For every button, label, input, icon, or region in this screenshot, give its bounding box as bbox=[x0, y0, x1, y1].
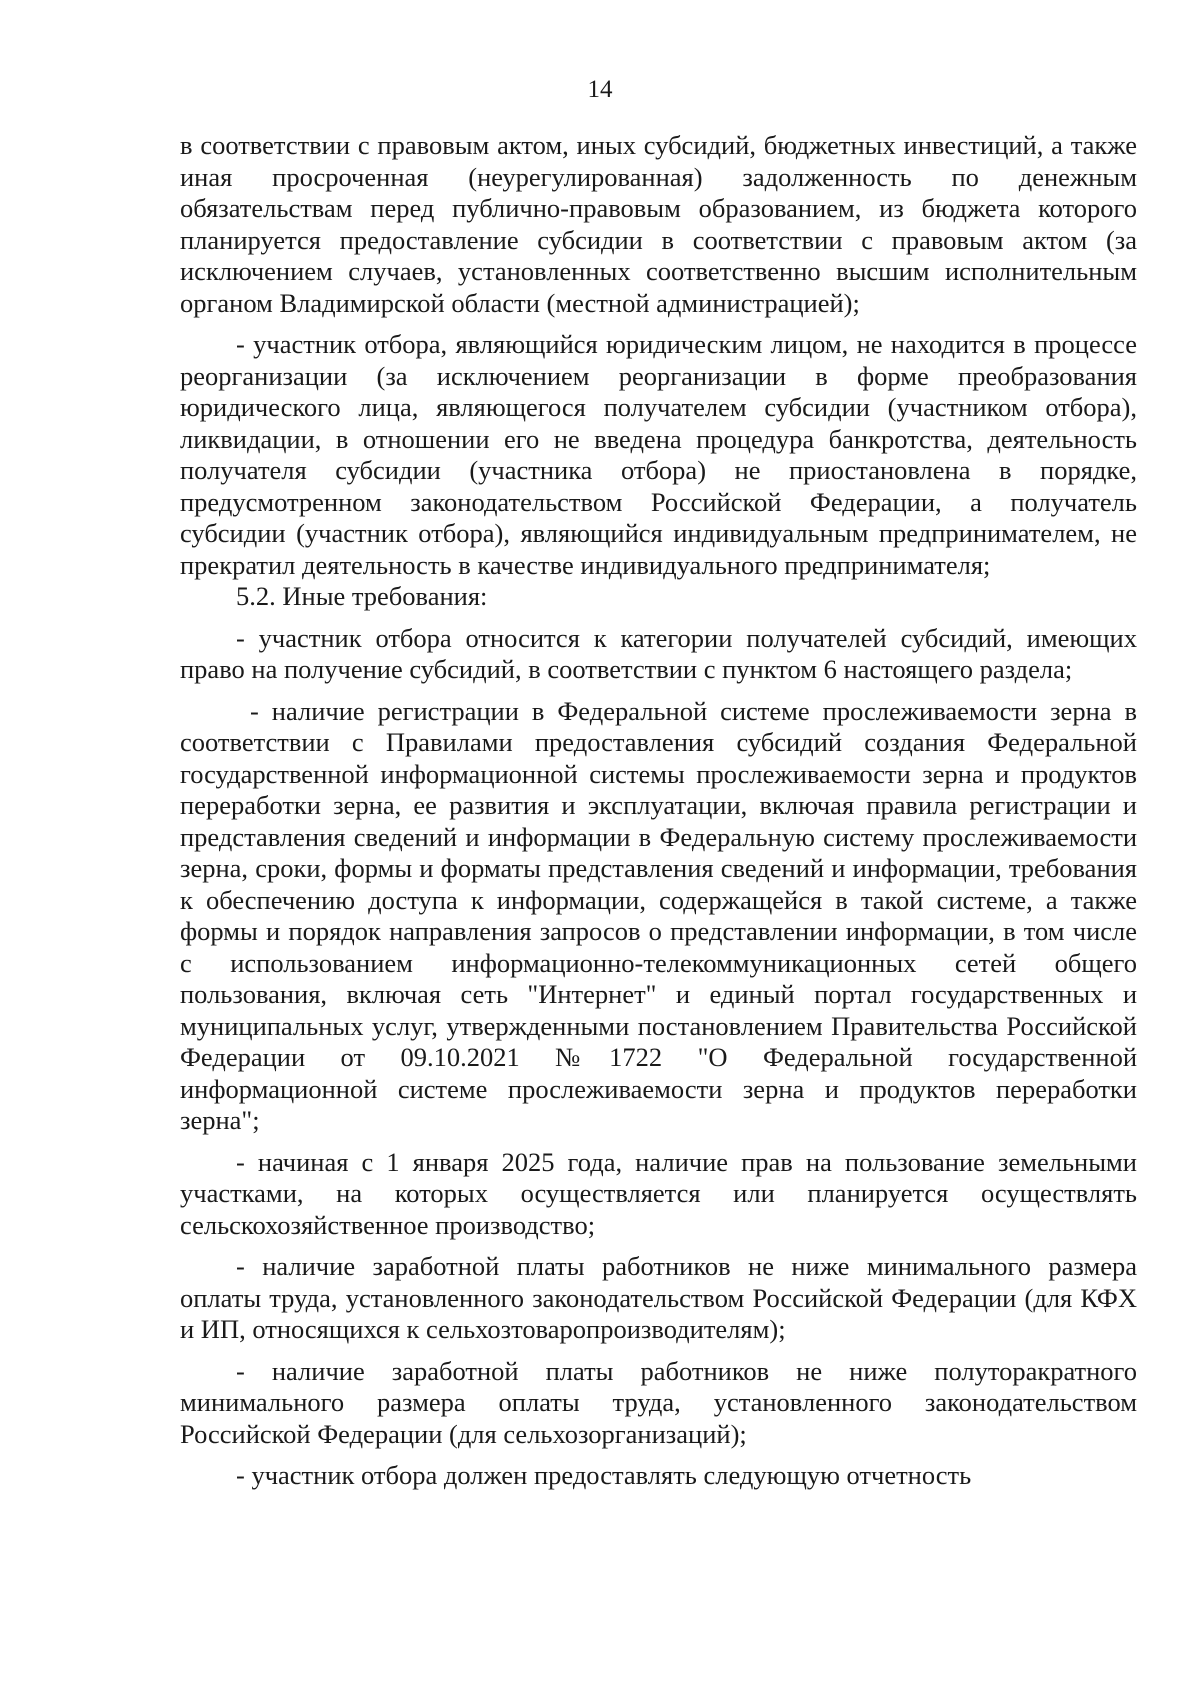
paragraph-continuation: в соответствии с правовым актом, иных субсидий, бюджетных инвестиций, а также иная просроченная (неурегулированная) задолженность по денежным обязательствам перед публично-правовым образованием, из бюджета которого планируется предоставление субсидии в соответствии с правовым актом (за исключением случаев, установленных соответственно высшим исполнительным органом Владимирской области (местной администрацией); bbox=[180, 130, 1137, 318]
page-number: 14 bbox=[587, 76, 613, 103]
paragraph-land-rights: - начиная с 1 января 2025 года, наличие прав на пользование земельными участками, на которых осуществляется или планируется осуществлять сельскохозяйственное производство; bbox=[180, 1146, 1137, 1240]
paragraph-category: - участник отбора относится к категории получателей субсидий, имеющих право на получение субсидий, в соответствии с пунктом 6 настоящего раздела; bbox=[180, 622, 1137, 684]
section-heading-5-2: 5.2. Иные требования: bbox=[236, 581, 488, 611]
paragraph-reorganization: - участник отбора, являющийся юридическим лицом, не находится в процессе реорганизации (за исключением реорганизации в форме преобразования юридического лица, являющегося получателем субсидии (участником отбора), ликвидации, в отношении его не введена процедура банкротства, деятельность получателя субсидии (участника отбора) не приостановлена в порядке, предусмотренном законодательством Российской Федерации, а получатель субсидии (участник отбора), являющийся индивидуальным предпринимателем, не прекратил деятельность в качестве индивидуального предпринимателя; bbox=[180, 329, 1137, 580]
paragraph-reporting: - участник отбора должен предоставлять следующую отчетность bbox=[236, 1460, 972, 1490]
paragraph-wage-kfh: - наличие заработной платы работников не ниже минимального размера оплаты труда, установленного законодательством Российской Федерации (для КФХ и ИП, относящихся к сельхозтоваропроизводителям); bbox=[180, 1251, 1137, 1344]
document-body bbox=[180, 130, 1137, 1492]
paragraph-grain-registration: - наличие регистрации в Федеральной системе прослеживаемости зерна в соответствии с Правилами предоставления субсидий создания Федеральной государственной информационной системы прослеживаемости зерна и продуктов переработки зерна, ее развития и эксплуатации, включая правила регистрации и представления сведений и информации в Федеральную систему прослеживаемости зерна, сроки, формы и форматы представления сведений и информации, требования к обеспечению доступа к информации, содержащейся в такой системе, а также формы и порядок направления запросов о представлении информации, в том числе с использованием информационно-телекоммуникационных сетей общего пользования, включая сеть "Интернет" и единый портал государственных и муниципальных услуг, утвержденными постановлением Правительства Российской Федерации от 09.10.2021 №1722 "О Федеральной государственной информационной системе прослеживаемости зерна и продуктов переработки зерна"; bbox=[180, 695, 1137, 1135]
paragraph-wage-organizations: - наличие заработной платы работников не ниже полуторакратного минимального размера оплаты труда, установленного законодательством Российской Федерации (для сельхозорганизаций); bbox=[180, 1355, 1137, 1449]
